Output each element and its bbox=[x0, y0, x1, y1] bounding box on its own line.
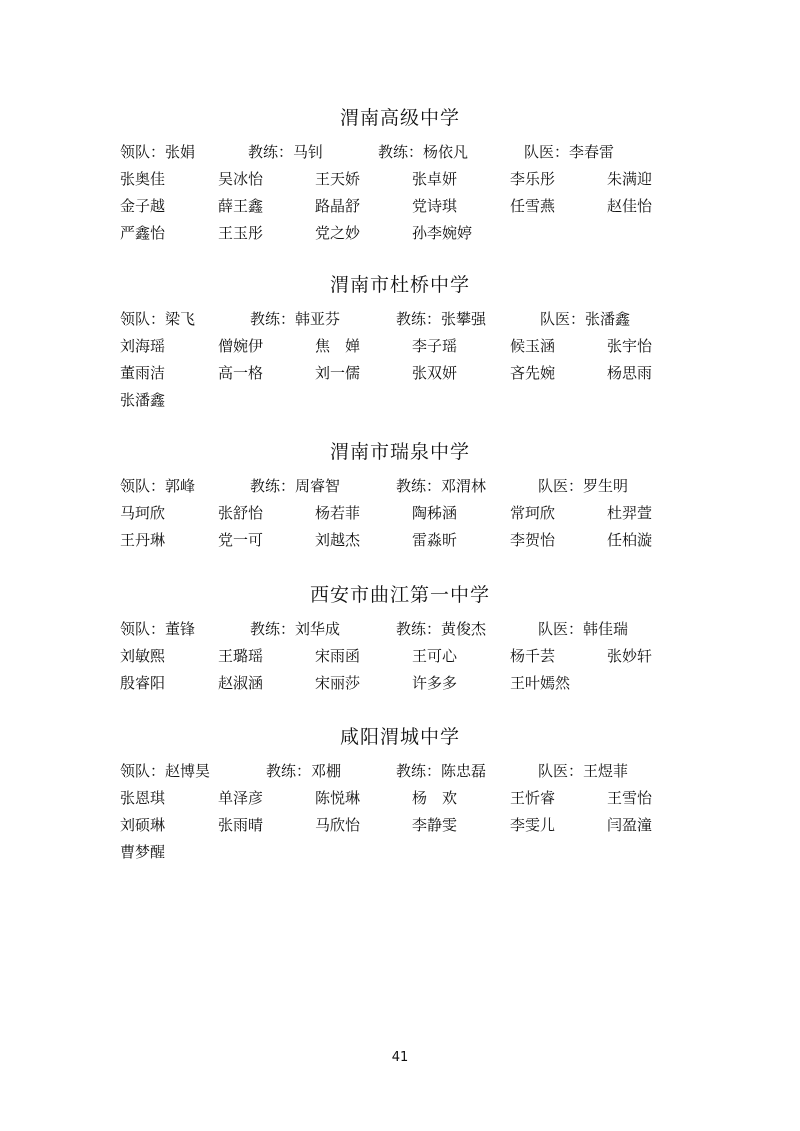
player-row bbox=[120, 643, 700, 670]
coach: 教练：陈忠磊 bbox=[396, 762, 487, 780]
staff-row bbox=[120, 140, 700, 164]
player-name: 赵淑涵 bbox=[218, 674, 264, 692]
player-name: 杨若菲 bbox=[315, 504, 361, 522]
coach: 教练：韩亚芬 bbox=[250, 310, 341, 328]
player-row bbox=[120, 166, 700, 193]
player-name: 张舒怡 bbox=[218, 504, 264, 522]
team-doctor: 队医：张潘鑫 bbox=[540, 310, 631, 328]
player-name: 党之妙 bbox=[315, 224, 361, 242]
player-name: 陈悦琳 bbox=[315, 789, 361, 807]
player-name: 吴冰怡 bbox=[218, 170, 264, 188]
player-name: 王忻睿 bbox=[510, 789, 556, 807]
player-list bbox=[120, 500, 700, 554]
player-name: 王玉彤 bbox=[218, 224, 264, 242]
player-name: 张双妍 bbox=[412, 364, 458, 382]
player-name: 张宇怡 bbox=[607, 337, 653, 355]
player-name: 李乐彤 bbox=[510, 170, 556, 188]
player-name: 闫盈潼 bbox=[607, 816, 653, 834]
player-name: 马欣怡 bbox=[315, 816, 361, 834]
player-name: 金子越 bbox=[120, 197, 166, 215]
coach: 教练：周睿智 bbox=[250, 477, 341, 495]
player-name: 党诗琪 bbox=[412, 197, 458, 215]
team-leader: 领队：董锋 bbox=[120, 620, 196, 638]
player-name: 僧婉伊 bbox=[218, 337, 264, 355]
coach: 教练：杨依凡 bbox=[378, 143, 469, 161]
player-row bbox=[120, 193, 700, 220]
team-title: 咸阳渭城中学 bbox=[339, 726, 460, 748]
coach: 教练：邓渭林 bbox=[396, 477, 487, 495]
player-name: 党一可 bbox=[218, 531, 264, 549]
team-leader: 领队：张娟 bbox=[120, 143, 196, 161]
player-name: 李子瑶 bbox=[412, 337, 458, 355]
player-name: 雷淼昕 bbox=[412, 531, 458, 549]
team-title: 渭南市杜桥中学 bbox=[329, 274, 470, 296]
player-row bbox=[120, 387, 700, 414]
player-row bbox=[120, 500, 700, 527]
team-leader: 领队：梁飞 bbox=[120, 310, 196, 328]
player-name: 吝先婉 bbox=[510, 364, 556, 382]
player-name: 许多多 bbox=[412, 674, 458, 692]
team-doctor: 队医：王煜菲 bbox=[538, 762, 629, 780]
player-name: 王天娇 bbox=[315, 170, 361, 188]
coach: 教练：黄俊杰 bbox=[396, 620, 487, 638]
player-name: 宋丽莎 bbox=[315, 674, 361, 692]
player-name: 杜羿萱 bbox=[607, 504, 653, 522]
player-name: 李静雯 bbox=[412, 816, 458, 834]
team-title: 西安市曲江第一中学 bbox=[309, 584, 490, 606]
player-row bbox=[120, 527, 700, 554]
player-name: 孙李婉婷 bbox=[412, 224, 473, 242]
player-name: 杨思雨 bbox=[607, 364, 653, 382]
player-name: 高一格 bbox=[218, 364, 264, 382]
player-name: 陶秭涵 bbox=[412, 504, 458, 522]
player-name: 董雨洁 bbox=[120, 364, 166, 382]
player-name: 刘越杰 bbox=[315, 531, 361, 549]
player-name: 张恩琪 bbox=[120, 789, 166, 807]
player-name: 任雪燕 bbox=[510, 197, 556, 215]
player-name: 殷睿阳 bbox=[120, 674, 166, 692]
player-row bbox=[120, 360, 700, 387]
player-name: 薛王鑫 bbox=[218, 197, 264, 215]
team-title: 渭南高级中学 bbox=[339, 107, 460, 129]
team-title: 渭南市瑞泉中学 bbox=[329, 441, 470, 463]
player-name: 李贺怡 bbox=[510, 531, 556, 549]
player-name: 常珂欣 bbox=[510, 504, 556, 522]
coach: 教练：马钊 bbox=[248, 143, 324, 161]
player-name: 刘海瑶 bbox=[120, 337, 166, 355]
player-name: 王可心 bbox=[412, 647, 458, 665]
player-name: 杨千芸 bbox=[510, 647, 556, 665]
player-row bbox=[120, 812, 700, 839]
team-doctor: 队医：罗生明 bbox=[538, 477, 629, 495]
player-name: 路晶舒 bbox=[315, 197, 361, 215]
player-name: 张雨晴 bbox=[218, 816, 264, 834]
staff-row bbox=[120, 759, 700, 783]
staff-row bbox=[120, 617, 700, 641]
player-name: 焦 婵 bbox=[315, 337, 361, 355]
player-name: 马珂欣 bbox=[120, 504, 166, 522]
player-name: 王璐瑶 bbox=[218, 647, 264, 665]
player-row bbox=[120, 333, 700, 360]
player-name: 刘硕琳 bbox=[120, 816, 166, 834]
player-name: 刘一儒 bbox=[315, 364, 361, 382]
coach: 教练：刘华成 bbox=[250, 620, 341, 638]
player-list bbox=[120, 333, 700, 414]
team-leader: 领队：郭峰 bbox=[120, 477, 196, 495]
player-name: 朱满迎 bbox=[607, 170, 653, 188]
player-name: 王叶嫣然 bbox=[510, 674, 571, 692]
player-name: 任柏漩 bbox=[607, 531, 653, 549]
player-row bbox=[120, 839, 700, 866]
player-row bbox=[120, 670, 700, 697]
team-doctor: 队医：李春雷 bbox=[524, 143, 615, 161]
player-name: 严鑫怡 bbox=[120, 224, 166, 242]
player-name: 张妙轩 bbox=[607, 647, 653, 665]
player-name: 单泽彦 bbox=[218, 789, 264, 807]
player-name: 王丹琳 bbox=[120, 531, 166, 549]
player-name: 曹梦醒 bbox=[120, 843, 166, 861]
player-name: 王雪怡 bbox=[607, 789, 653, 807]
player-name: 候玉涵 bbox=[510, 337, 556, 355]
player-name: 张卓妍 bbox=[412, 170, 458, 188]
team-leader: 领队：赵博昊 bbox=[120, 762, 211, 780]
team-doctor: 队医：韩佳瑞 bbox=[538, 620, 629, 638]
player-list bbox=[120, 643, 700, 697]
player-name: 张潘鑫 bbox=[120, 391, 166, 409]
player-name: 刘敏熙 bbox=[120, 647, 166, 665]
coach: 教练：张攀强 bbox=[396, 310, 487, 328]
player-name: 宋雨函 bbox=[315, 647, 361, 665]
player-list bbox=[120, 785, 700, 866]
player-row bbox=[120, 220, 700, 247]
page-number: 41 bbox=[391, 1050, 409, 1065]
coach: 教练：邓棚 bbox=[266, 762, 342, 780]
player-name: 赵佳怡 bbox=[607, 197, 653, 215]
staff-row bbox=[120, 474, 700, 498]
player-row bbox=[120, 785, 700, 812]
player-list bbox=[120, 166, 700, 247]
player-name: 李雯儿 bbox=[510, 816, 556, 834]
player-name: 张奥佳 bbox=[120, 170, 166, 188]
player-name: 杨 欢 bbox=[412, 789, 458, 807]
staff-row bbox=[120, 307, 700, 331]
